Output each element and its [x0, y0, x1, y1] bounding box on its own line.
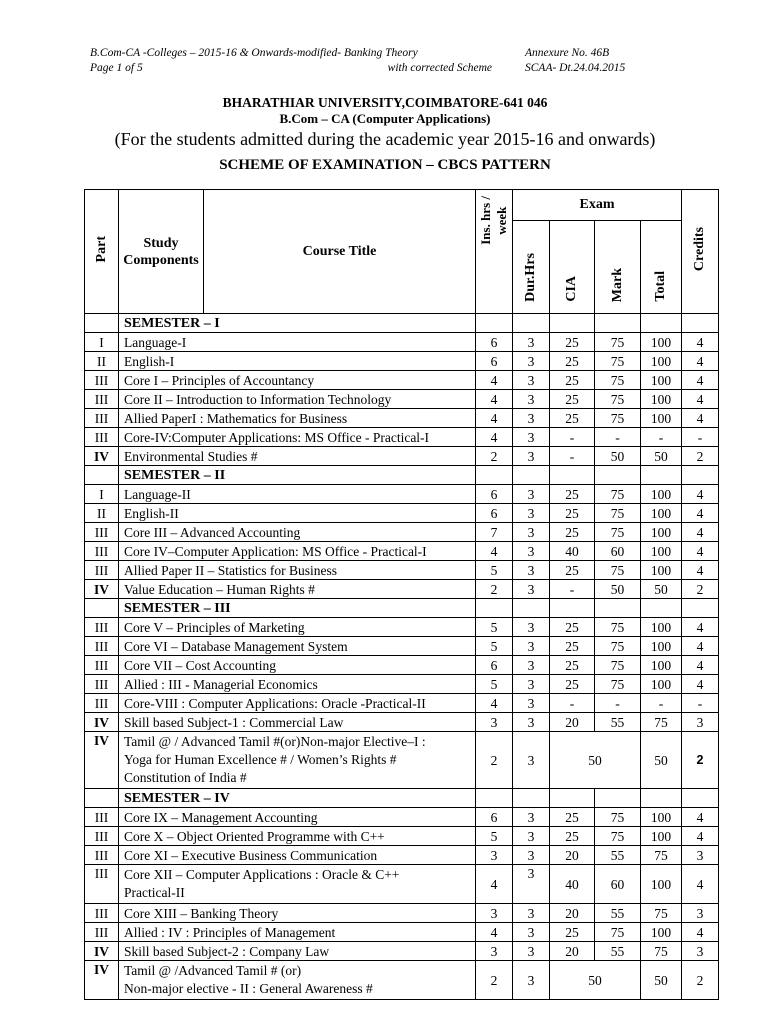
dur-hrs-cell: 3 [513, 713, 550, 732]
running-header-left [90, 46, 510, 76]
table-row [85, 865, 719, 904]
total-cell: 50 [641, 447, 682, 466]
dur-hrs-cell: 3 [513, 485, 550, 504]
mark-cell: 75 [595, 827, 641, 846]
total-cell: 100 [641, 656, 682, 675]
ins-hrs-cell: 3 [476, 904, 513, 923]
ins-hrs-cell: 5 [476, 827, 513, 846]
dur-hrs-cell: 3 [513, 942, 550, 961]
part-cell: III [85, 904, 119, 923]
ins-hrs-cell: 4 [476, 371, 513, 390]
credits-cell: 2 [682, 447, 719, 466]
semester-row [85, 789, 719, 808]
ins-hrs-cell: 3 [476, 846, 513, 865]
credits-cell: 4 [682, 923, 719, 942]
cia-cell: 20 [550, 942, 595, 961]
course-title-cell: Skill based Subject-2 : Company Law [119, 942, 476, 961]
credits-cell: 3 [682, 846, 719, 865]
cia-cell: 25 [550, 371, 595, 390]
credits-cell: 4 [682, 371, 719, 390]
dur-hrs-cell: 3 [513, 542, 550, 561]
ins-hrs-cell: 4 [476, 865, 513, 904]
dur-hrs-cell: 3 [513, 846, 550, 865]
credits-cell: 4 [682, 618, 719, 637]
semester-label: SEMESTER – I [119, 314, 476, 333]
header-page-number: Page 1 of 5 [90, 62, 143, 74]
cia-cell: - [550, 694, 595, 713]
dur-hrs-cell: 3 [513, 523, 550, 542]
cia-cell: 25 [550, 352, 595, 371]
total-cell: 100 [641, 618, 682, 637]
header-date: SCAA- Dt.24.04.2015 [525, 62, 626, 74]
cia-cell: - [550, 447, 595, 466]
credits-cell: 4 [682, 485, 719, 504]
table-row [85, 390, 719, 409]
total-cell: 100 [641, 561, 682, 580]
dur-hrs-cell: 3 [513, 656, 550, 675]
part-cell: III [85, 523, 119, 542]
course-title-cell: Core XII – Computer Applications : Oracle & C++ Practical-II [119, 865, 476, 904]
total-cell: 100 [641, 333, 682, 352]
ins-hrs-cell: 6 [476, 333, 513, 352]
part-cell: III [85, 923, 119, 942]
total-cell: 100 [641, 637, 682, 656]
credits-cell: 3 [682, 713, 719, 732]
course-title-cell: Core VI – Database Management System [119, 637, 476, 656]
mark-cell: 75 [595, 409, 641, 428]
semester-row [85, 466, 719, 485]
dur-hrs-cell: 3 [513, 694, 550, 713]
dur-hrs-cell: 3 [513, 865, 550, 904]
course-title-cell: Language-I [119, 333, 476, 352]
cia-cell: 25 [550, 409, 595, 428]
course-title-cell: Core-VIII : Computer Applications: Oracle -Practical-II [119, 694, 476, 713]
ins-hrs-cell: 2 [476, 961, 513, 1000]
dur-hrs-cell: 3 [513, 333, 550, 352]
table-row [85, 637, 719, 656]
table-row [85, 923, 719, 942]
part-cell: III [85, 428, 119, 447]
cia-cell: 25 [550, 656, 595, 675]
ins-hrs-cell: 5 [476, 637, 513, 656]
credits-cell: - [682, 428, 719, 447]
dur-hrs-cell: 3 [513, 618, 550, 637]
cia-cell: 25 [550, 923, 595, 942]
total-cell: 75 [641, 904, 682, 923]
dur-hrs-cell: 3 [513, 561, 550, 580]
dur-hrs-cell: 3 [513, 732, 550, 789]
part-cell: I [85, 485, 119, 504]
total-cell: 100 [641, 675, 682, 694]
ins-hrs-cell: 4 [476, 390, 513, 409]
credits-cell: 2 [682, 961, 719, 1000]
part-cell: III [85, 865, 119, 904]
cia-cell: 20 [550, 713, 595, 732]
total-cell: 100 [641, 523, 682, 542]
dur-hrs-cell: 3 [513, 352, 550, 371]
credits-cell: 4 [682, 675, 719, 694]
dur-hrs-cell: 3 [513, 637, 550, 656]
total-cell: 100 [641, 485, 682, 504]
cia-cell: 25 [550, 827, 595, 846]
part-cell: III [85, 827, 119, 846]
total-cell: 100 [641, 923, 682, 942]
mark-cell: 75 [595, 371, 641, 390]
semester-row [85, 314, 719, 333]
mark-cell: - [595, 428, 641, 447]
course-title-cell: Allied : IV : Principles of Management [119, 923, 476, 942]
dur-hrs-cell: 3 [513, 580, 550, 599]
ins-hrs-cell: 6 [476, 352, 513, 371]
semester-label: SEMESTER – IV [119, 789, 476, 808]
running-header-right [525, 46, 625, 76]
course-title-cell: Core IV–Computer Application: MS Office - Practical-I [119, 542, 476, 561]
cia-cell: - [550, 428, 595, 447]
course-title-cell: Core VII – Cost Accounting [119, 656, 476, 675]
mark-cell: 75 [595, 656, 641, 675]
ins-hrs-cell: 4 [476, 542, 513, 561]
header-annexure: Annexure No. 46B [525, 47, 610, 59]
total-cell: 100 [641, 371, 682, 390]
dur-hrs-cell: 3 [513, 371, 550, 390]
header-doc-line: B.Com-CA -Colleges – 2015-16 & Onwards-modified- Banking Theory [90, 47, 418, 59]
col-mark: Mark [595, 221, 641, 314]
table-row [85, 580, 719, 599]
ins-hrs-cell: 6 [476, 808, 513, 827]
ins-hrs-cell: 3 [476, 942, 513, 961]
cia-cell: 20 [550, 904, 595, 923]
part-cell: I [85, 333, 119, 352]
part-cell: IV [85, 961, 119, 1000]
credits-cell: 4 [682, 656, 719, 675]
table-row [85, 485, 719, 504]
course-title-cell: Core X – Object Oriented Programme with C++ [119, 827, 476, 846]
mark-cell: 75 [595, 485, 641, 504]
part-cell: III [85, 846, 119, 865]
part-cell: III [85, 561, 119, 580]
col-dur-hrs: Dur.Hrs [513, 221, 550, 314]
table-row [85, 333, 719, 352]
dur-hrs-cell: 3 [513, 808, 550, 827]
credits-cell: - [682, 694, 719, 713]
credits-cell: 3 [682, 942, 719, 961]
table-row [85, 846, 719, 865]
total-cell: 50 [641, 961, 682, 1000]
credits-cell: 4 [682, 504, 719, 523]
course-title-cell: Core IX – Management Accounting [119, 808, 476, 827]
course-title-cell: Allied Paper II – Statistics for Business [119, 561, 476, 580]
dur-hrs-cell: 3 [513, 904, 550, 923]
part-cell: IV [85, 713, 119, 732]
mark-cell: 55 [595, 713, 641, 732]
dur-hrs-cell: 3 [513, 827, 550, 846]
cia-cell: 40 [550, 865, 595, 904]
total-cell: 100 [641, 808, 682, 827]
total-cell: 75 [641, 942, 682, 961]
total-cell: 100 [641, 409, 682, 428]
credits-cell: 4 [682, 352, 719, 371]
part-cell: II [85, 504, 119, 523]
part-cell: IV [85, 447, 119, 466]
credits-cell: 3 [682, 904, 719, 923]
table-row [85, 447, 719, 466]
credits-cell: 4 [682, 390, 719, 409]
credits-cell: 4 [682, 333, 719, 352]
course-title-cell: Core XI – Executive Business Communication [119, 846, 476, 865]
total-cell: 100 [641, 504, 682, 523]
credits-cell: 4 [682, 637, 719, 656]
ins-hrs-cell: 6 [476, 504, 513, 523]
cia-cell: 25 [550, 504, 595, 523]
table-row [85, 961, 719, 1000]
course-title-cell: Value Education – Human Rights # [119, 580, 476, 599]
course-title-cell: Skill based Subject-1 : Commercial Law [119, 713, 476, 732]
dur-hrs-cell: 3 [513, 447, 550, 466]
mark-cell: 75 [595, 923, 641, 942]
cia-cell: 25 [550, 808, 595, 827]
part-cell: IV [85, 942, 119, 961]
table-row [85, 409, 719, 428]
course-title-cell: Core III – Advanced Accounting [119, 523, 476, 542]
table-row [85, 428, 719, 447]
dur-hrs-cell: 3 [513, 961, 550, 1000]
table-row [85, 694, 719, 713]
col-total: Total [641, 221, 682, 314]
program-title: B.Com – CA (Computer Applications) [279, 111, 491, 126]
mark-cell: - [595, 694, 641, 713]
course-title-cell: Language-II [119, 485, 476, 504]
ins-hrs-cell: 5 [476, 675, 513, 694]
course-title-cell: Allied PaperI : Mathematics for Business [119, 409, 476, 428]
col-credits: Credits [682, 190, 719, 314]
total-cell: 100 [641, 390, 682, 409]
credits-cell: 2 [682, 732, 719, 789]
exam-mark-cell: 50 [550, 961, 641, 1000]
col-course-title: Course Title [204, 190, 476, 314]
mark-cell: 75 [595, 352, 641, 371]
university-title: BHARATHIAR UNIVERSITY,COIMBATORE-641 046 [222, 95, 548, 110]
dur-hrs-cell: 3 [513, 409, 550, 428]
table-row [85, 713, 719, 732]
part-cell: III [85, 656, 119, 675]
ins-hrs-cell: 2 [476, 447, 513, 466]
total-cell: - [641, 694, 682, 713]
part-cell: III [85, 390, 119, 409]
mark-cell: 75 [595, 504, 641, 523]
credits-cell: 4 [682, 523, 719, 542]
cia-cell: 25 [550, 485, 595, 504]
semester-label: SEMESTER – II [119, 466, 476, 485]
ins-hrs-cell: 5 [476, 561, 513, 580]
table-row [85, 732, 719, 789]
cia-cell: 25 [550, 390, 595, 409]
ins-hrs-cell: 4 [476, 428, 513, 447]
table-row [85, 942, 719, 961]
ins-hrs-cell: 4 [476, 694, 513, 713]
credits-cell: 4 [682, 542, 719, 561]
admission-note: (For the students admitted during the academic year 2015-16 and onwards) [114, 129, 656, 149]
part-cell: III [85, 637, 119, 656]
credits-cell: 4 [682, 409, 719, 428]
mark-cell: 75 [595, 523, 641, 542]
table-row [85, 542, 719, 561]
ins-hrs-cell: 2 [476, 732, 513, 789]
mark-cell: 75 [595, 675, 641, 694]
course-title-cell: Core V – Principles of Marketing [119, 618, 476, 637]
mark-cell: 75 [595, 618, 641, 637]
mark-cell: 75 [595, 808, 641, 827]
mark-cell: 55 [595, 846, 641, 865]
mark-cell: 55 [595, 942, 641, 961]
part-cell: IV [85, 580, 119, 599]
course-title-cell: Environmental Studies # [119, 447, 476, 466]
col-study-components: Study Components [119, 190, 204, 314]
total-cell: 75 [641, 846, 682, 865]
total-cell: 50 [641, 580, 682, 599]
credits-cell: 4 [682, 561, 719, 580]
scheme-title: SCHEME OF EXAMINATION – CBCS PATTERN [219, 157, 551, 173]
cia-cell: 25 [550, 675, 595, 694]
table-row [85, 808, 719, 827]
ins-hrs-cell: 4 [476, 923, 513, 942]
part-cell: IV [85, 732, 119, 789]
table-row [85, 523, 719, 542]
cia-cell: 25 [550, 333, 595, 352]
course-title-cell: English-II [119, 504, 476, 523]
cia-cell: 25 [550, 561, 595, 580]
cia-cell: 25 [550, 637, 595, 656]
total-cell: 100 [641, 542, 682, 561]
total-cell: 100 [641, 352, 682, 371]
ins-hrs-cell: 5 [476, 618, 513, 637]
col-exam: Exam [513, 190, 682, 221]
table-row [85, 827, 719, 846]
mark-cell: 75 [595, 637, 641, 656]
mark-cell: 55 [595, 904, 641, 923]
table-row [85, 618, 719, 637]
part-cell: III [85, 675, 119, 694]
course-title-cell: Tamil @ / Advanced Tamil #(or)Non-major Elective–I : Yoga for Human Excellence # / Women’s Rights # Constitution of India # [119, 732, 476, 789]
ins-hrs-cell: 4 [476, 409, 513, 428]
table-row [85, 656, 719, 675]
course-title-cell: English-I [119, 352, 476, 371]
ins-hrs-cell: 6 [476, 485, 513, 504]
mark-cell: 50 [595, 447, 641, 466]
mark-cell: 60 [595, 542, 641, 561]
part-cell: III [85, 542, 119, 561]
mark-cell: 50 [595, 580, 641, 599]
table-row [85, 371, 719, 390]
mark-cell: 60 [595, 865, 641, 904]
ins-hrs-cell: 6 [476, 656, 513, 675]
ins-hrs-cell: 7 [476, 523, 513, 542]
cia-cell: 20 [550, 846, 595, 865]
dur-hrs-cell: 3 [513, 923, 550, 942]
ins-hrs-cell: 3 [476, 713, 513, 732]
exam-mark-cell: 50 [550, 732, 641, 789]
part-cell: III [85, 618, 119, 637]
dur-hrs-cell: 3 [513, 675, 550, 694]
col-cia: CIA [550, 221, 595, 314]
part-cell: III [85, 371, 119, 390]
credits-cell: 4 [682, 808, 719, 827]
mark-cell: 75 [595, 333, 641, 352]
course-title-cell: Core II – Introduction to Information Technology [119, 390, 476, 409]
cia-cell: 25 [550, 618, 595, 637]
table-row [85, 561, 719, 580]
table-row [85, 675, 719, 694]
course-title-cell: Core XIII – Banking Theory [119, 904, 476, 923]
semester-row [85, 599, 719, 618]
credits-cell: 4 [682, 865, 719, 904]
scheme-table [84, 189, 719, 1000]
part-cell: III [85, 694, 119, 713]
credits-cell: 2 [682, 580, 719, 599]
total-cell: - [641, 428, 682, 447]
cia-cell: - [550, 580, 595, 599]
total-cell: 100 [641, 865, 682, 904]
course-title-cell: Allied : III - Managerial Economics [119, 675, 476, 694]
cia-cell: 40 [550, 542, 595, 561]
course-title-cell: Tamil @ /Advanced Tamil # (or) Non-major elective - II : General Awareness # [119, 961, 476, 1000]
col-part: Part [85, 190, 119, 314]
total-cell: 50 [641, 732, 682, 789]
dur-hrs-cell: 3 [513, 390, 550, 409]
total-cell: 75 [641, 713, 682, 732]
mark-cell: 75 [595, 561, 641, 580]
title-block [0, 94, 770, 175]
part-cell: III [85, 808, 119, 827]
semester-label: SEMESTER – III [119, 599, 476, 618]
col-ins-hrs: Ins. hrs / week [476, 190, 513, 314]
course-title-cell: Core-IV:Computer Applications: MS Office - Practical-I [119, 428, 476, 447]
cia-cell: 25 [550, 523, 595, 542]
table-row [85, 904, 719, 923]
credits-cell: 4 [682, 827, 719, 846]
total-cell: 100 [641, 827, 682, 846]
part-cell: II [85, 352, 119, 371]
dur-hrs-cell: 3 [513, 504, 550, 523]
table-row [85, 352, 719, 371]
dur-hrs-cell: 3 [513, 428, 550, 447]
header-scheme-note: with corrected Scheme [387, 62, 492, 74]
ins-hrs-cell: 2 [476, 580, 513, 599]
course-title-cell: Core I – Principles of Accountancy [119, 371, 476, 390]
mark-cell: 75 [595, 390, 641, 409]
table-row [85, 504, 719, 523]
part-cell: III [85, 409, 119, 428]
